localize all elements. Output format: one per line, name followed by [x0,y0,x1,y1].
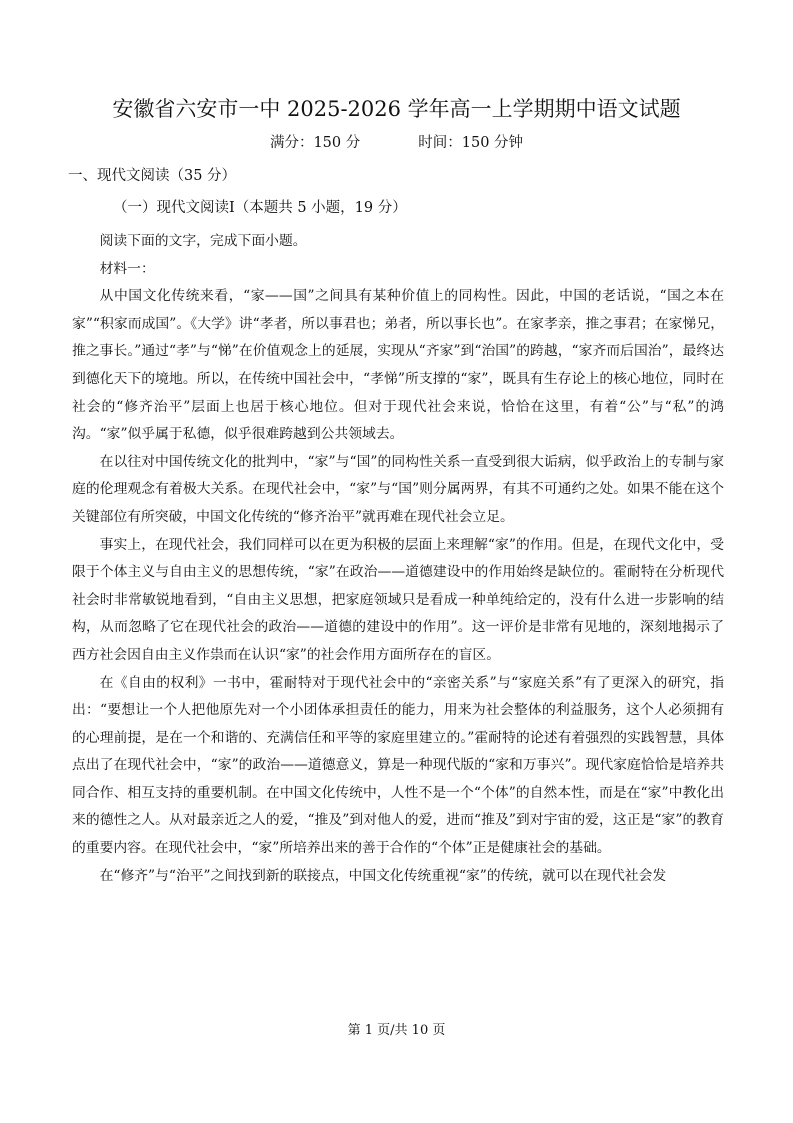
time-limit-label: 时间：150 分钟 [418,135,524,151]
passage-paragraph-1: 从中国文化传统来看，“家——国”之间具有某种价值上的同构性。因此，中国的老话说，“国之本在家”“积家而成国”。《大学》讲“孝者，所以事君也；弟者，所以事长也”。在家孝亲，推之事君；在家悌兄，推之事长。”通过“孝”与“悌”在价值观念上的延展，实现从“齐家”到“治国”的跨越，“家齐而后国治”，最终达到德化天下的境地。所以，在传统中国社会中，“孝悌”所支撑的“家”，既具有生存论上的核心地位，同时在社会的“修齐治平”层面上也居于核心地位。但对于现代社会来说，恰恰在这里，有着“公”与“私”的鸿沟。“家”似乎属于私德，似乎很难跨越到公共领域去。 [72,288,724,443]
subsection-heading: （一）现代文阅读Ⅰ（本题共 5 小题，19 分） [113,200,407,216]
passage-paragraph-2: 在以往对中国传统文化的批判中，“家”与“国”的同构性关系一直受到很大诟病，似乎政治上的专制与家庭的伦理观念有着极大关系。在现代社会中，“家”与“国”则分属两界，有其不可通约之处。如果不能在这个关键部位有所突破，中国文化传统的“修齐治平”就再难在现代社会立足。 [72,453,724,525]
reading-instruction: 阅读下面的文字，完成下面小题。 [99,233,307,249]
exam-title: 安徽省六安市一中 2025-2026 学年高一上学期期中语文试题 [112,97,681,121]
page-footer: 第 1 页/共 10 页 [347,1023,446,1038]
exam-meta [0,132,793,154]
material-label: 材料一： [99,260,155,277]
section-heading: 一、现代文阅读（35 分） [68,168,237,184]
passage-body [72,228,724,890]
passage-paragraph-4: 在《自由的权利》一书中，霍耐特对于现代社会中的“亲密关系”与“家庭关系”有了更深入的研究，指出：“要想让一个人把他原先对一个小团体承担责任的能力，用来为社会整体的利益服务，这个人必须拥有的心理前提，是在一个和谐的、充满信任和平等的家庭里建立的。”霍耐特的论述有着强烈的实践智慧，具体点出了在现代社会中，“家”的政治——道德意义，算是一种现代版的“家和万事兴”。现代家庭恰恰是培养共同合作、相互支持的重要机制。在中国文化传统中，人性不是一个“个体”的自然本性，而是在“家”中教化出来的德性之人。从对最亲近之人的爱，“推及”到对他人的爱，进而“推及”到对宇宙的爱，这正是“家”的教育的重要内容。在现代社会中，“家”所培养出来的善于合作的“个体”正是健康社会的基础。 [72,674,724,857]
passage-paragraph-3: 事实上，在现代社会，我们同样可以在更为积极的层面上来理解“家”的作用。但是，在现代文化中，受限于个体主义与自由主义的思想传统，“家”在政治——道德建设中的作用始终是缺位的。霍耐特在分析现代社会时非常敏锐地看到，“自由主义思想，把家庭领域只是看成一种单纯给定的，没有什么进一步影响的结构，从而忽略了它在现代社会的政治——道德的建设中的作用”。这一评价是非常有见地的，深刻地揭示了西方社会因自由主义作祟而在认识“家”的社会作用方面所存在的盲区。 [72,536,724,663]
full-score-label: 满分：150 分 [269,135,361,151]
passage-paragraph-5: 在“修齐”与“治平”之间找到新的联接点，中国文化传统重视“家”的传统，就可以在现代社会发 [99,867,667,884]
